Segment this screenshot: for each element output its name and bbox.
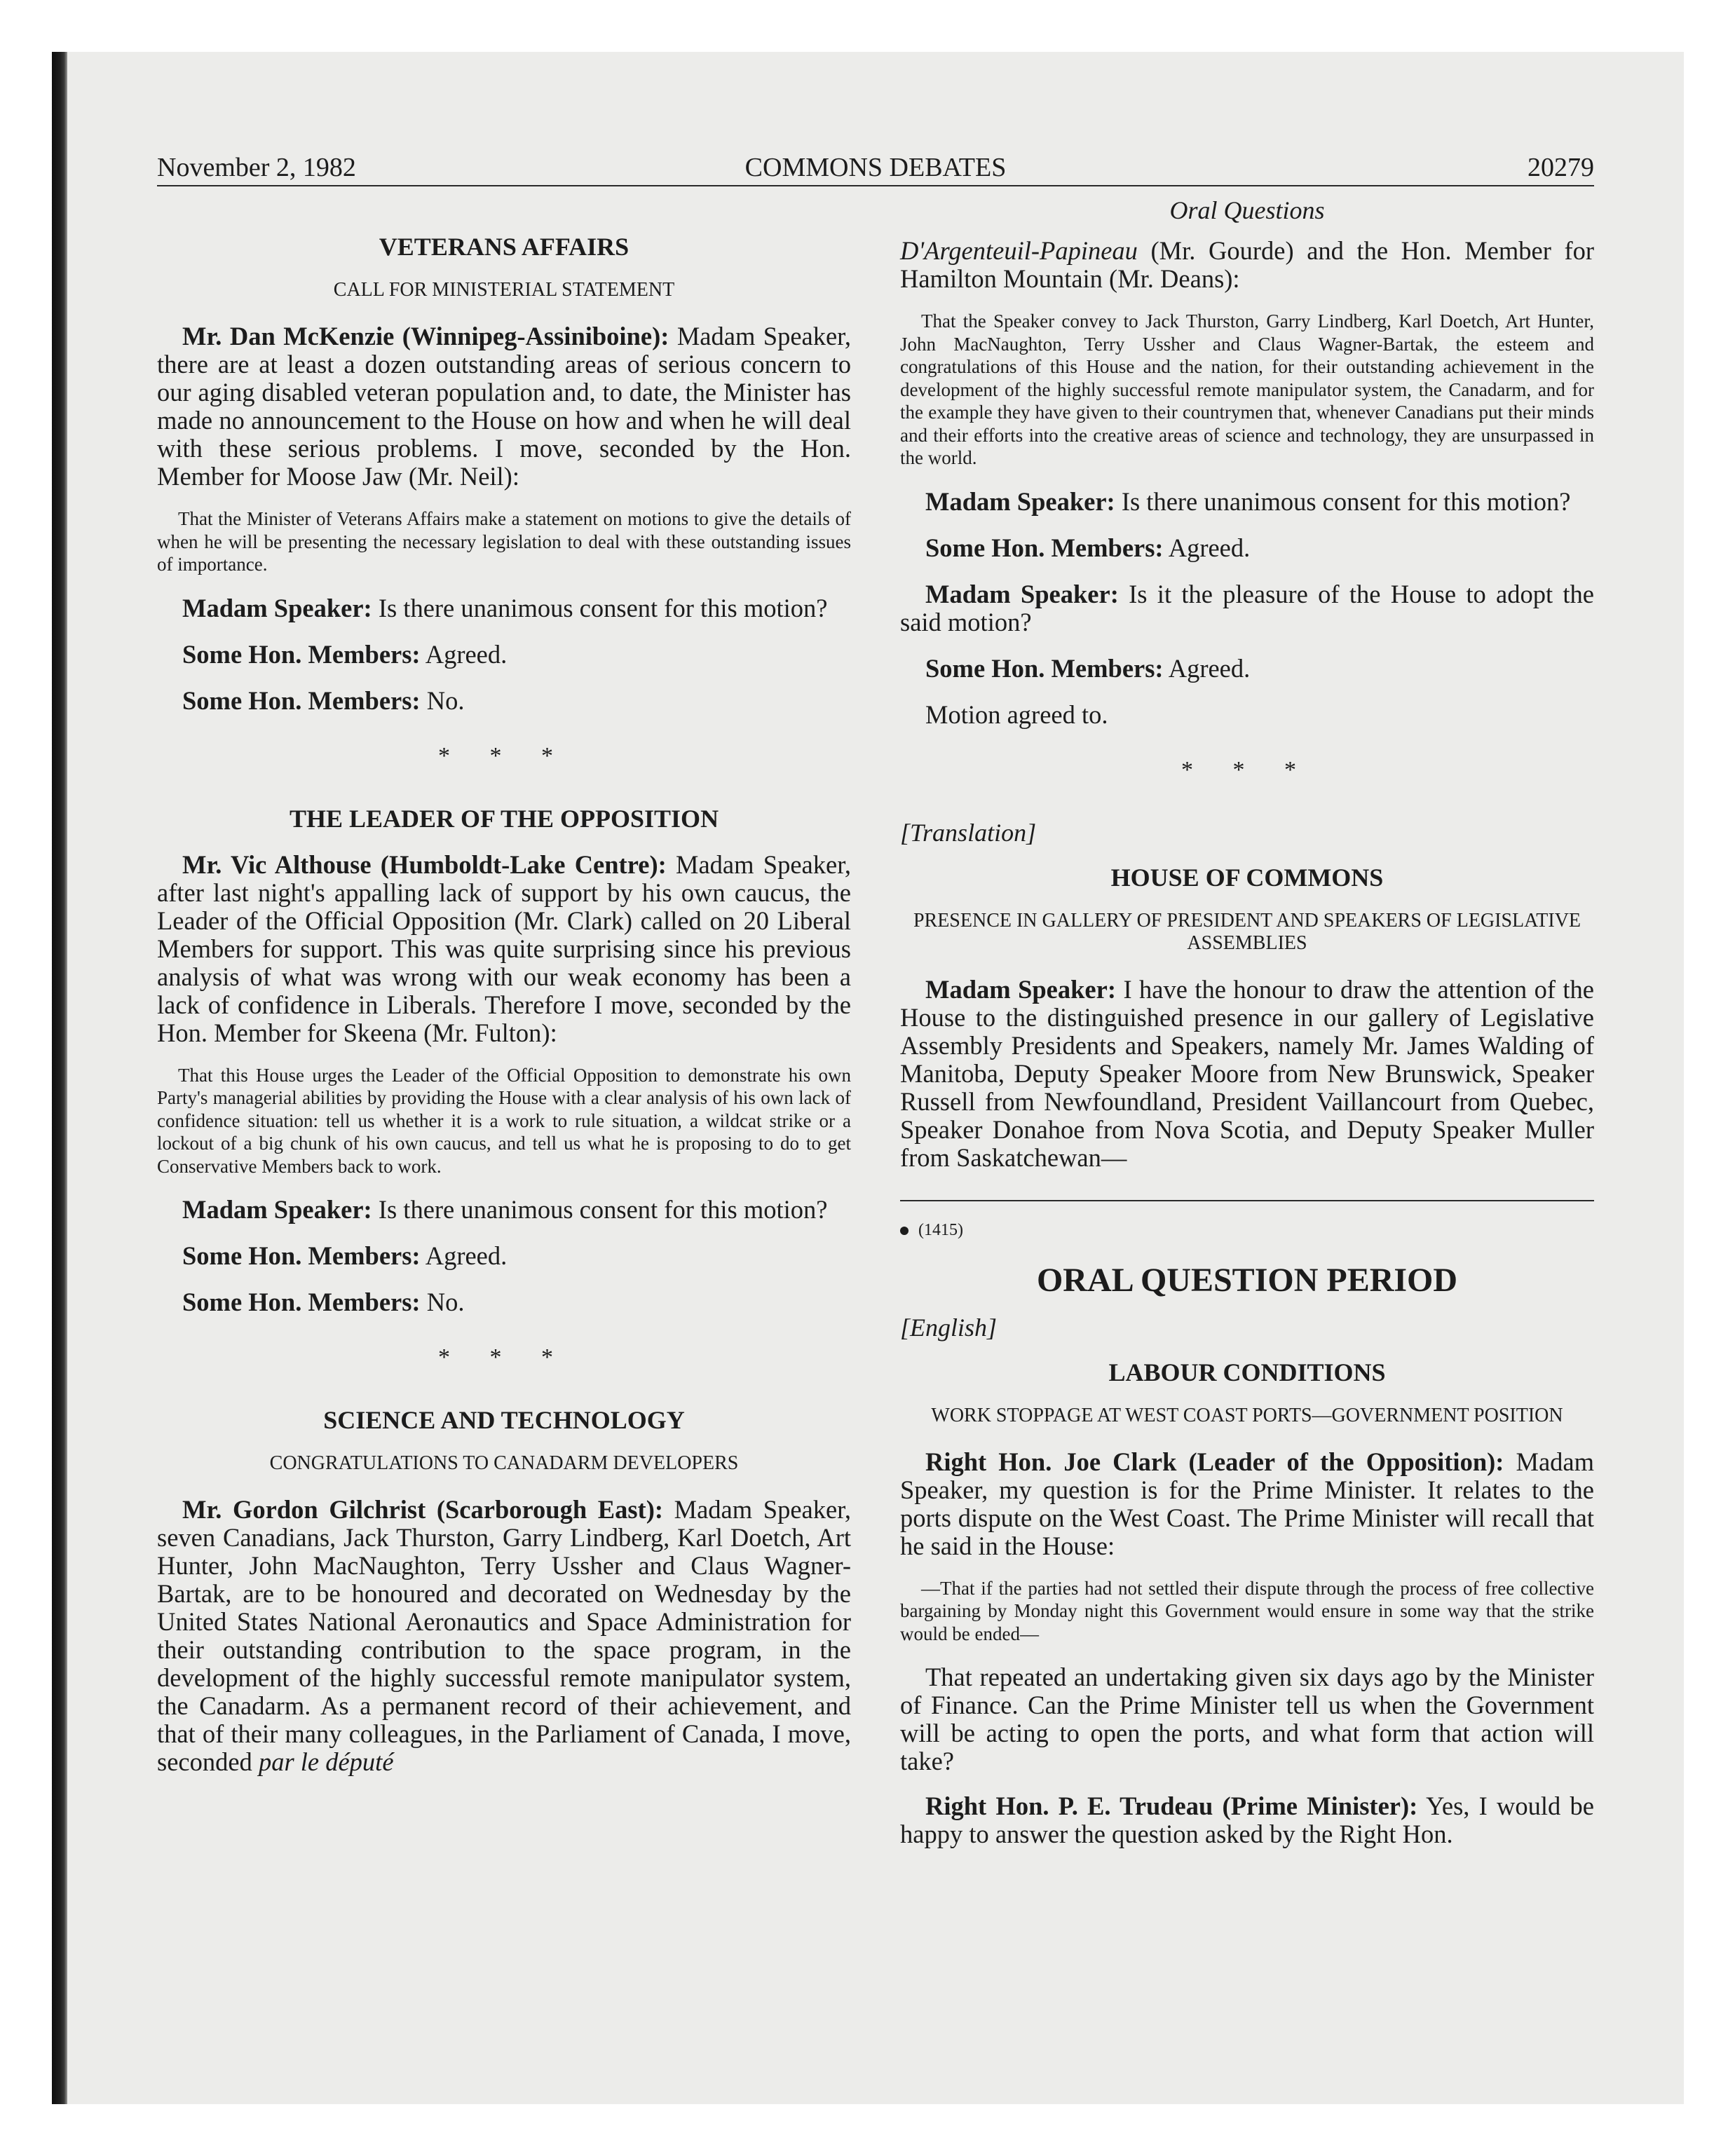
speech-text: Madam Speaker, after last night's appalling lack of support by his own caucus, the Leader of the Official Opposition (Mr. Clark) called on 20 Liberal Members for support. This was quite surprising since his previous analysis of what was wrong with our weak economy has been a lack of confidence in Liberals. Therefore I move, seconded by the Hon. Member for Skeena (Mr. Fulton): <box>157 850 852 1047</box>
binding-shadow <box>52 52 67 2104</box>
speech-text: Madam Speaker, my question is for the Prime Minister. It relates to the ports dispute on the West Coast. The Prime Minister will recall that he said in the House: <box>900 1447 1594 1560</box>
speech-text: Yes, I would be happy to answer the question asked by the Right Hon. <box>900 1792 1594 1848</box>
paragraph-motion-agreed: Motion agreed to. <box>925 700 1108 729</box>
section-heading-house: HOUSE OF COMMONS <box>1110 863 1384 892</box>
right-column <box>900 196 1594 1865</box>
section-divider-rule <box>900 1200 1594 1201</box>
paragraph-gilchrist <box>157 1496 851 1776</box>
paragraph-members-answer-5 <box>900 534 1594 562</box>
speech-text: (Mr. Gourde) and the Hon. Member for Hamilton Mountain (Mr. Deans): <box>900 236 1595 293</box>
english-marker: [English] <box>900 1313 998 1342</box>
speaker-name: Right Hon. P. E. Trudeau (Prime Minister): <box>925 1792 1418 1820</box>
speaker-name: Madam Speaker: <box>182 1195 372 1224</box>
subheading-labour: WORK STOPPAGE AT WEST COAST PORTS—GOVERNMENT POSITION <box>931 1404 1563 1426</box>
speaker-name: Madam Speaker: <box>925 579 1119 608</box>
speech-text: Agreed. <box>1168 653 1251 683</box>
section-heading-labour: LABOUR CONDITIONS <box>1108 1358 1386 1386</box>
speech-text: Is there unanimous consent for this motion? <box>378 593 828 622</box>
speech-text: Is there unanimous consent for this motion? <box>1121 486 1571 516</box>
section-heading-veterans: VETERANS AFFAIRS <box>379 233 630 261</box>
paragraph-speaker-question-3 <box>900 488 1594 516</box>
section-separator: * * * <box>1181 756 1313 783</box>
column-header-oral-questions: Oral Questions <box>1169 196 1325 224</box>
speaker-name: Madam Speaker: <box>182 593 372 622</box>
subheading-science: CONGRATULATIONS TO CANADARM DEVELOPERS <box>269 1452 739 1474</box>
speaker-name: Mr. Gordon Gilchrist (Scarborough East): <box>182 1495 664 1524</box>
paragraph-speaker-question-4 <box>900 580 1594 636</box>
speaker-name: Madam Speaker: <box>925 486 1115 516</box>
speech-text: Agreed. <box>425 1241 508 1270</box>
subheading-house: PRESENCE IN GALLERY OF PRESIDENT AND SPEAKERS OF LEGISLATIVE ASSEMBLIES <box>913 909 1581 954</box>
left-column <box>157 196 851 1793</box>
speaker-name: Some Hon. Members: <box>182 639 421 669</box>
speech-text: No. <box>426 1288 465 1316</box>
translation-marker: [Translation] <box>900 818 1037 847</box>
paragraph-clark <box>900 1448 1594 1560</box>
paragraph-speaker-question-2 <box>157 1196 851 1224</box>
speaker-name: Madam Speaker: <box>925 974 1116 1004</box>
speaker-name: Some Hon. Members: <box>182 685 421 715</box>
speech-text-italic: par le député <box>258 1747 394 1776</box>
speech-text: Agreed. <box>425 639 508 669</box>
speech-text: I have the honour to draw the attention of the House to the distinguished presence in our gallery of Legislative Assembly Presidents and Speakers, namely Mr. James Walding of Manitoba, Deputy Speaker Moore from New Brunswick, Speaker Russell from Newfoundland, President Vaillancourt from Quebec, Speaker Donahoe from Nova Scotia, and Deputy Speaker Muller from Saskatchewan— <box>900 974 1595 1172</box>
section-separator: * * * <box>438 742 570 769</box>
speech-text: Madam Speaker, there are at least a dozen outstanding areas of serious concern to our aging disabled veteran population and, to date, the Minister has made no announcement to the House on how and when he will deal with these serious problems. I move, seconded by the Hon. Member for Moose Jaw (Mr. Neil): <box>157 322 852 491</box>
paragraph-mckenzie <box>157 322 851 491</box>
section-heading-opposition: THE LEADER OF THE OPPOSITION <box>289 804 719 833</box>
speaker-name: Right Hon. Joe Clark (Leader of the Opposition): <box>925 1447 1504 1476</box>
time-text: (1415) <box>918 1220 963 1239</box>
paragraph-members-answer-6 <box>900 655 1594 683</box>
speaker-name: Some Hon. Members: <box>182 1241 421 1270</box>
speaker-name: Mr. Vic Althouse (Humboldt-Lake Centre): <box>182 850 667 879</box>
speech-text: Madam Speaker, seven Canadians, Jack Thurston, Garry Lindberg, Karl Doetch, Art Hunter, John MacNaughton, Terry Ussher and Claus Wagner-Bartak, are to be honoured and decorated on Wednesday by the United States National Aeronautics and Space Administration for their outstanding contribution to the space program, in the development of the highly successful remote manipulator system, the Canadarm. As a permanent record of their achievement, and that of their many colleagues, in the Parliament of Canada, I move, seconded <box>157 1495 851 1776</box>
motion-text-opposition: That this House urges the Leader of the Official Opposition to demonstrate his own Party's managerial abilities by providing the House with a clear analysis of his own lack of confidence situation: tell us whether it is a work to rule situation, a wildcat strike or a lockout of a big chunk of his own caucus, and tell us what he is proposing to do to get Conservative Members back to work. <box>157 1064 851 1177</box>
speaker-name: Some Hon. Members: <box>182 1288 421 1316</box>
speaker-name: Some Hon. Members: <box>925 653 1164 683</box>
header-page-number: 20279 <box>1528 153 1594 182</box>
quoted-statement: —That if the parties had not settled their dispute through the process of free collective bargaining by Monday night this Government would ensure in some way that the strike would be ended— <box>900 1577 1594 1644</box>
header-date: November 2, 1982 <box>157 153 356 182</box>
paragraph-members-answer-4 <box>157 1288 851 1316</box>
motion-text-veterans: That the Minister of Veterans Affairs make a statement on motions to give the details of when he will be presenting the necessary legislation to deal with these outstanding issues of importance. <box>157 508 851 575</box>
section-heading-science: SCIENCE AND TECHNOLOGY <box>323 1406 685 1434</box>
section-separator: * * * <box>438 1344 570 1370</box>
riding-name-italic: D'Argenteuil-Papineau <box>900 236 1138 265</box>
paragraph-clark-continued: That repeated an undertaking given six days ago by the Minister of Finance. Can the Prime Minister tell us when the Government will be acting to open the ports, and what form that action will take? <box>900 1663 1594 1775</box>
speech-text: No. <box>426 685 465 715</box>
subheading-veterans: CALL FOR MINISTERIAL STATEMENT <box>333 279 675 301</box>
paragraph-trudeau <box>900 1792 1594 1848</box>
speech-text: Agreed. <box>1168 533 1251 562</box>
paragraph-continuation <box>900 237 1594 293</box>
header-title: COMMONS DEBATES <box>744 153 1007 182</box>
paragraph-members-answer-2 <box>157 687 851 715</box>
running-head <box>157 150 1594 186</box>
paragraph-speaker-gallery <box>900 976 1594 1172</box>
paragraph-althouse <box>157 851 851 1047</box>
time-marker <box>900 1220 1594 1241</box>
column-top-spacer <box>157 196 851 233</box>
motion-text-science: That the Speaker convey to Jack Thurston, Garry Lindberg, Karl Doetch, Art Hunter, John MacNaughton, Terry Ussher and Claus Wagner-Bartak, the esteem and congratulations of this House and the nation, for their outstanding achievement in the development of the highly successful remote manipulator system, the Canadarm, and for the example they have given to their countrymen that, whenever Canadians put their minds and their efforts into the creative areas of science and technology, they are unsurpassed in the world. <box>900 311 1594 468</box>
document-page <box>157 150 1595 1848</box>
paragraph-members-answer-3 <box>157 1242 851 1270</box>
speaker-name: Mr. Dan McKenzie (Winnipeg-Assiniboine): <box>182 322 669 350</box>
oral-question-period-title: ORAL QUESTION PERIOD <box>1036 1261 1458 1299</box>
speaker-name: Some Hon. Members: <box>925 533 1164 562</box>
speech-text: Is there unanimous consent for this motion? <box>378 1195 828 1224</box>
bullet-icon <box>900 1227 909 1235</box>
speech-text: Is it the pleasure of the House to adopt the said motion? <box>900 579 1594 636</box>
paragraph-members-answer-1 <box>157 641 851 669</box>
paragraph-speaker-question-1 <box>157 594 851 622</box>
